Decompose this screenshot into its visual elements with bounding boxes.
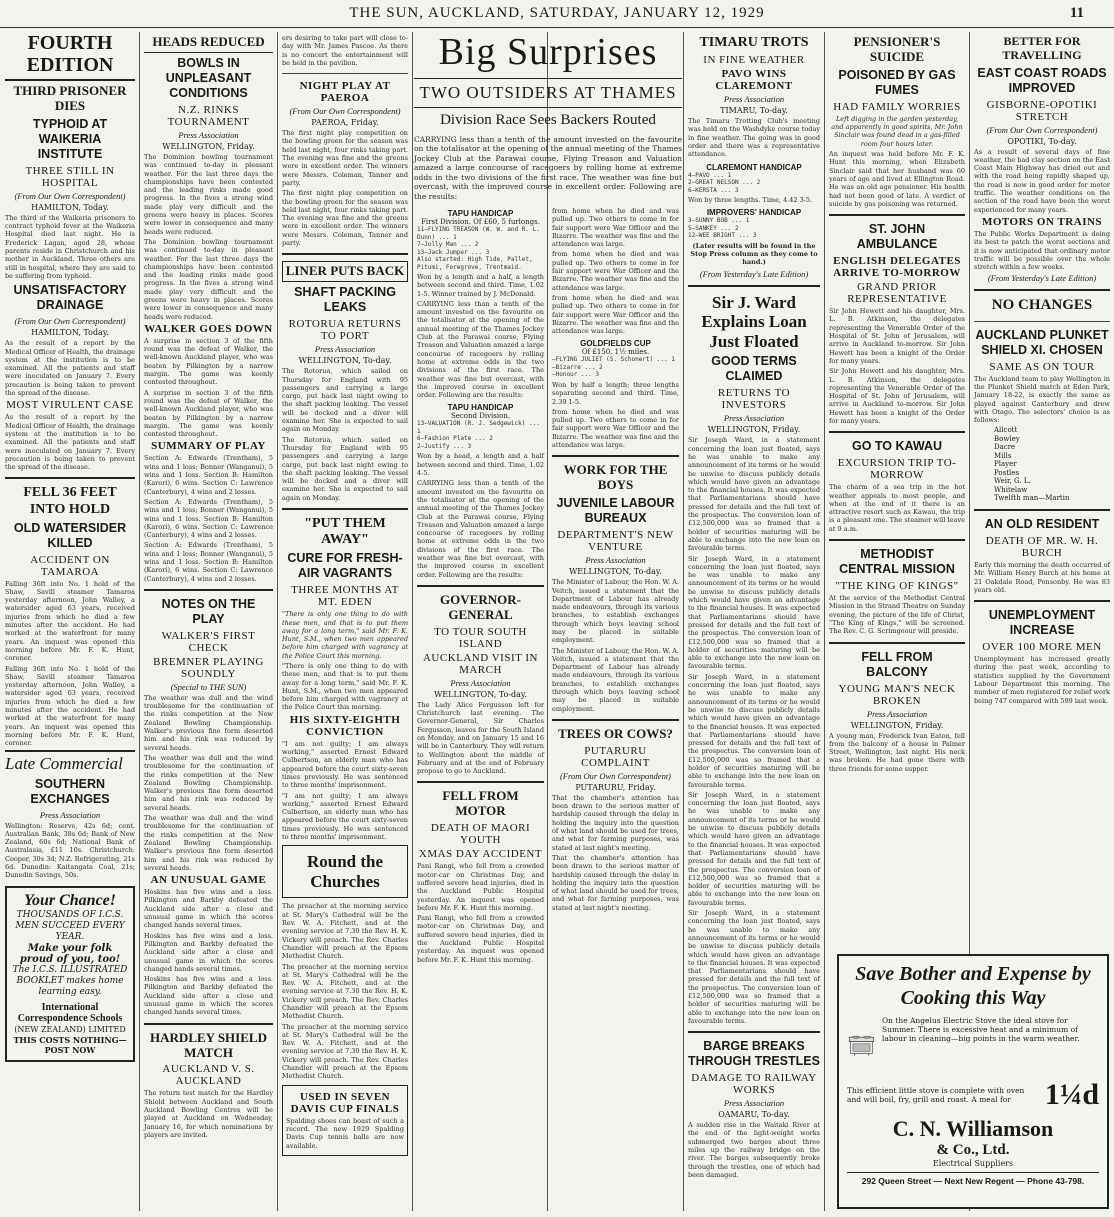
subheadline: DAMAGE TO RAILWAY WORKS [691,1072,817,1097]
article-text: The Minister of Labour, the Hon. W. A. Veitch, issued a statement that the Department of Labour has already made endeavours, through its various branches, to establish exchanges through which boys leaving school may be placed in suitable employment. [552,578,679,645]
subheadline: THREE MONTHS AT MT. EDEN [291,584,399,609]
article-text: The preacher at the morning service at St. Mary's Cathedral will be the Rev. W. A. Fitchett, and at the evening service at 7.30 the Rev. H. K. Vickery will preach. The Rev. Charles Chandler will preach at the Epsom Methodist Church. [282,962,408,1021]
article-text: from home when he died and was pulled up. Two others to come in for fair support were War Officer and the Bizarre. The weather was fine and the attendance was large. [552,207,679,249]
ad-firm-name: C. N. Williamson [892,1116,1054,1141]
subheadline: TO TOUR SOUTH ISLAND [434,625,527,650]
lead-headline: Big Surprises [438,31,658,73]
article-text: Sir John Hewett and his daughter, Mrs. L. B. Atkinson, the delegates representing the Venerable Order of the Hospital of St. John of Jerusalem, will arrive in Auckland to-morrow. Sir John Hewett has been a knight of the Order for many years. [829,307,965,365]
column-rule [277,32,278,1211]
churches-box [282,845,408,898]
credit: Press Association [723,94,785,105]
article-text: A young man, Frederick Ivan Eaton, fell from the balcony of a house in Palmer Street, Wellington, last night. His neck was broken. He had gone there with three friends for some supper. [829,731,965,773]
headline: THIRD PRISONER DIES [13,83,127,113]
masthead-title: THE SUN, AUCKLAND, SATURDAY, JANUARY 12, 1929 [349,5,765,21]
article-text: A surprise in section 3 of the fifth round was the defeat of Walker, the well-known Auckland player, who was beaten by Pilkington by a narrow margin. The game was keenly contested throughout. [144,336,273,387]
stop-press-note: (Later results will be found in the Stop Press column as they come to hand.) [690,241,818,267]
article-text: The weather was dull and the wind troublesome for the continuation of the rinks competition at the New Zealand Bowling Championship. Walker's previous fine form deserted him and his rink was reduced by several heads. [144,814,273,872]
race-result: 2—Justify ... 3 [417,442,472,450]
ad-line: The I.C.S. ILLUSTRATED BOOKLET makes home learning easy. [12,964,128,997]
subheadline: SOUTHERN EXCHANGES [30,776,110,806]
race-result: Also started: High Tide, Pallet, Pitumi, Foregrove, Trentmaid. [417,256,533,271]
subheadline: POISONED BY GAS FUMES [838,67,956,97]
ad-text: Spalding shoes can boast of such a record. The new 1929 Spalding Davis Cup tennis balls are now available. [286,1116,404,1150]
article-text: The third of the Waikeria prisoners to contract typhoid fever at the Waikeria Hospital died last night. He is Frederick Lagan, aged 28, whose parents reside in Christchurch and his mother in Auckland. Three others are still in hospital, where they are said to be suffering from typhoid. [5,213,135,280]
race-result: 6—KERSTA ... 3 [688,186,739,194]
article-text: Won by three lengths. Time, 4.42 3-5. [688,196,813,205]
headline: NO CHANGES [991,297,1093,314]
subheadline: DEPARTMENT'S NEW VENTURE [557,529,674,554]
ad-line: Make your folk proud of you, too! [19,942,121,965]
subheadline: GOOD TERMS CLAIMED [711,354,797,384]
dateline: WELLINGTON, Friday. [707,425,801,435]
article-text: Won by a length and a half, a length between second and third. Time, 1.02 1-5. Winner trained by J. McDonald. [417,273,544,298]
column-4 [414,205,547,1213]
headline: GO TO KAWAU [851,439,943,454]
column-7 [826,32,968,949]
credit: (From Our Own Correspondent) [559,770,672,781]
race-title: TAPU HANDICAP [447,403,514,413]
ad-copy: This efficient little stove is complete with oven and will boil, fry, grill and roast. A meal for [847,1086,1025,1104]
subheadline: SAME AS ON TOUR [989,360,1095,373]
article-text: CARRYING less than a tenth of the amount invested on the favourite on the totalisator at the opening of the annual meeting of the Thames Jockey Club at the Parawai course, Flying Treason and Valuation amazed a large concourse of racegoers by rolling home at extreme odds in the two divisions of the first race. The weather was fine but overcast, with the improved course in excellent order. Following are the results: [417,299,544,400]
headline: TREES OR COWS? [558,725,673,741]
article-text: Falling 36ft into No. 1 hold of the Shaw, Savill steamer Tamaroa yesterday afternoon, John Walley, a watersider aged 63 years, received injuries from which he died a few minutes after the accident. He had worked at the waterfront for many years. An inquest was opened this morning before Mr. F. K. Hunt, coroner. [5,664,135,748]
subheadline: EAST COAST ROADS IMPROVED [977,65,1107,95]
article-text: At the service of the Methodist Central Mission in the Strand Theatre on Sunday evening, the picture of the life of Christ, "The King of Kings," will be screened. The Rev. C. G. Scrimgeour will preside. [829,594,965,636]
headline: ST. JOHN AMBULANCE [856,222,938,252]
article-text: from home when he died and was pulled up. Two others to come in for fair support were War Officer and the Bizarre. The weather was fine and the attendance was large. [552,250,679,292]
subheadline: WALKER'S FIRST CHECK [161,629,256,654]
article-text: Sir Joseph Ward, in a statement concerning the loan just floated, says he was unable to make any announcement of its terms or he would be unwise to discuss publicly details which would have given an advantage to the financial houses. It was expected that Parliamentarians should have pressed for details and the full text of the prospectus. The conversion loan of £12,500,000 was so framed that a holder of securities maturing will be able to exchange into the new loan on favourable terms. [688,436,820,553]
article-text: Unemployment has increased greatly during the past week, according to statistics supplied by the Government Labour Department this morning. The number of men registered for relief work being 747 compared with 599 last week. [974,655,1110,705]
article-text: Won by half a length; three lengths separating second and third. Time, 2.39 1-5. [552,380,679,406]
credit: (From Our Own Correspondent) [986,124,1098,135]
headline: FELL FROM MOTOR [442,788,519,819]
dateline: WELLINGTON, Friday. [850,720,944,730]
subheadline: MOTORS ON TRAINS [981,215,1103,228]
article-text: The weather was dull and the wind troublesome for the continuation of the rinks competition at the New Zealand Bowling Championship. Walker's previous fine form deserted him and his rink was reduced by several heads. [144,693,273,752]
ad-firm-suffix: & Co., Ltd. [936,1142,1010,1158]
subheadline: THREE STILL IN HOSPITAL [25,164,115,189]
team-player: Mills [994,451,1012,460]
subheadline: ACCIDENT ON TAMAROA [30,553,110,578]
article-text: As a result of several days of fine weather, the bad clay section on the East Coast Main Highway has dried out and with the road being rapidly shaped up, the road is now in good order for motor traffic. The weather conditions on the section of the road have been the worst experienced for many years. [974,147,1110,214]
dateline: PUTARURU, Friday. [575,782,656,792]
headline: BARGE BREAKS THROUGH TRESTLES [688,1039,820,1069]
article-text: ers desiring to take part will close to-day with Mr. James Pascoe. As there is no concert the entertainment will be held in the pavilion. [282,34,408,67]
ad-price: 1¼d [1044,1078,1099,1111]
credit: (From Our Own Correspondent) [14,190,126,201]
race-subtitle: First Division. Of £60, 5 furlongs. [421,218,540,226]
ad-school-address: (NEW ZEALAND) LIMITED [14,1024,126,1034]
masthead [0,0,1114,28]
article-text: The preacher at the morning service at St. Mary's Cathedral will be the Rev. W. A. Fitchett, and at the evening service at 7.30 the Rev. H. K. Vickery will preach. The Rev. Charles Chandler will preach at the Epsom Methodist Church. [282,902,408,961]
team-player: Postles [994,468,1020,477]
race-result: 4—PAVO ... 1 [688,171,732,179]
race-title: IMPROVERS' HANDICAP [706,208,802,218]
subheadline: HAD FAMILY WORRIES [833,100,961,113]
column-6 [685,32,823,1213]
headline: GOVERNOR-GENERAL [440,591,521,622]
article-text: Sir Joseph Ward, in a statement concerning the loan just floated, says he was unable to make any announcement of its terms or he would be unwise to discuss publicly details which would have given an advantage to the financial houses. It was expected that Parliamentarians should have pressed for details and the full text of the prospectus. The conversion loan of £12,500,000 was so framed that a holder of securities maturing will be able to exchange into the new loan on favourable terms. [688,554,820,671]
article-text: The Dominion bowling tournament was continued to-day in pleasant weather. For the last three days the championships have been contested and the leading rinks made good progress. In the fives a strong wind made play very difficult and the greens were heavy in places. Scores were lower in consequence and many heads were reduced. [144,237,273,321]
davis-cup-ad [282,1085,408,1156]
race-result: 12—WEE BRIGHT ... 3 [688,232,757,240]
headline: LINER PUTS BACK [282,261,408,282]
race-result: —Bizarre ... 2 [552,363,603,371]
article-text: Section A: Edwards (Trentham), 5 wins and 1 loss; Bonner (Wanganui), 5 wins and 1 loss. Section B: Hamilton (Karori), 6 wins. Section C: Lawrence (Canterbury), 4 wins and 2 losses. [144,454,273,496]
late-edition-note: (From Yesterday's Late Edition) [987,273,1097,284]
article-text: That the chamber's attention has been drawn to the serious matter of hardship caused through the delay in holding the inquiry into the question of what land should be used for trees, and what for farming purposes, was stated at last night's meeting. [552,793,679,852]
credit: Press Association [723,413,785,424]
article-lede: Left digging in the garden yesterday, and apparently in good spirits, Mr. John Sinclair was found dead in a gas-filled room four hours later. [831,114,963,148]
late-edition-note: (From Yesterday's Late Edition) [699,268,809,279]
team-player: Weir, G. L. [994,477,1031,486]
headline: Round the Churches [306,852,384,891]
credit: Press Association [178,129,239,140]
headline: "PUT THEM AWAY" [304,516,386,548]
headline: NIGHT PLAY AT PAEROA [299,80,391,105]
ad-address: 292 Queen Street — Next New Regent — Phone 43-798. [847,1172,1099,1186]
headline: PENSIONER'S SUICIDE [853,34,941,64]
article-text: The Minister of Labour, the Hon. W. A. Veitch, issued a statement that the Department of Labour has already made endeavours, through its various branches, to establish exchanges through which boys leaving school may be placed in suitable employment. [552,646,679,713]
headline: AN OLD RESIDENT [984,516,1100,531]
article-text: Sir Joseph Ward, in a statement concerning the loan just floated, says he was unable to make any announcement of its terms or he would be unwise to discuss publicly details which would have given an advantage to the financial houses. It was expected that Parliamentarians should have pressed for details and the full text of the prospectus. The conversion loan of £12,500,000 was so framed that a holder of securities maturing will be able to exchange into the new loan on favourable terms. [688,790,820,907]
section-label: Late Commercial [5,750,135,774]
race-result: 2—GREAT NELSON ... 2 [688,179,761,187]
subheadline: GRAND PRIOR REPRESENTATIVE [847,281,947,306]
credit: Press Association [314,344,376,355]
headline: UNEMPLOYMENT INCREASE [988,608,1096,638]
credit: (Special to THE SUN) [170,681,247,692]
dateline: WELLINGTON, To-day. [569,567,662,577]
article-text: Hoskins has five wins and a loss. Pilkington and Barkby defeated the Auckland side after a close and unusual game in which the scores changed hands several times. [144,975,273,1017]
column-8 [971,32,1113,949]
headline: NOTES ON THE PLAY [161,596,256,626]
subheadline: DEATH OF MR. W. H. BURCH [985,534,1099,559]
headline: BETTER FOR TRAVELLING [1002,34,1082,62]
article-text: Early this morning the death occurred of Mr. William Henry Burch at his home at 21 Oakdale Road, Ponsonby. He was 83 years old. [974,560,1110,594]
subheadline: XMAS DAY ACCIDENT [418,848,543,861]
race-subtitle: Second Division. [450,412,511,421]
article-text: "I am not guilty; I am always working," asserted Ernest Edward Culbertson, an elderly man who has appeared before the court sixty-seven times previously. He was sentenced to three months' imprisonment. [282,791,408,842]
column-2 [141,32,276,1213]
subheadline: N.Z. RINKS TOURNAMENT [167,103,250,128]
race-result: 5—SANKEY ... 2 [688,224,739,232]
column-rule [412,32,413,1211]
column-rule [139,32,140,1211]
headline: WORK FOR THE BOYS [563,462,668,493]
subheadline: WALKER GOES DOWN [144,322,273,335]
subheadline: CURE FOR FRESH-AIR VAGRANTS [287,551,403,581]
dateline: OAMARU, To-day. [718,1110,790,1120]
article-text: As the result of a report by the Medical Officer of Health, the drainage system at the institution is to be examined. All the patients and staff were inoculated on January 7. Every precaution is being taken to prevent the spread of the disease. [5,413,135,472]
subheadline: "THE KING OF KINGS" [835,580,959,593]
article-text: "There is only one thing to do with these men, and that is to put them away for a long term," said Mr. F. K. Hunt, S.M., when two men appeared before him charged with vagrancy at the Police Court this morning. [282,610,408,660]
race-title: GOLDFIELDS CUP [580,339,651,349]
subheadline: EXCURSION TRIP TO-MORROW [837,457,957,482]
article-text: "I am not guilty; I am always working," asserted Ernest Edward Culbertson, an elderly man who has appeared before the court sixty-seven times previously. He was sentenced to three months' imprisonment. [282,739,408,790]
credit: Press Association [866,708,928,719]
team-list [974,426,1110,503]
article-text: The return test match for the Hardley Shield between Auckland and South Auckland Bowling Centres will be played at Auckland on Wednesday, January 16, for which nominations by players are invited. [144,1089,273,1139]
subheadline: ROTORUA RETURNS TO PORT [288,318,402,343]
subheadline: PUTARURU COMPLAINT [581,744,650,769]
subheadline: UNSATISFACTORY DRAINAGE [13,283,127,313]
subheadline: DEATH OF MAORI YOUTH [430,822,531,847]
subheadline: AUCKLAND V. S. AUCKLAND [162,1063,255,1088]
credit: (From Our Own Correspondent) [14,316,126,327]
credit: Press Association [585,555,646,566]
team-player: Whitelaw [994,485,1028,494]
headline: FELL 36 FEET INTO HOLD [23,485,117,517]
subheadline: RETURNS TO INVESTORS [717,387,791,412]
ad-title: Your Chance! [23,891,117,909]
dateline: OPOTIKI, To-day. [1007,136,1077,146]
column-1 [2,32,138,1213]
race-result: 3—SUNNY BOB ... 1 [688,217,750,225]
subheadline: AUCKLAND VISIT IN MARCH [422,651,539,676]
subheadline: TYPHOID AT WAIKERIA INSTITUTE [32,116,108,161]
subheadline: OVER 100 MORE MEN [982,641,1102,654]
dateline: WELLINGTON, To-day. [434,689,527,699]
article-text: Pani Rangi, who fell from a crowded motor-car on Christmas Day, and suffered severe head injuries, died in the Auckland Public Hospital yesterday. An inquest was opened before Mr. F. K. Hunt this morning. [417,914,544,964]
headline: METHODIST CENTRAL MISSION [839,547,955,577]
headline: HEADS REDUCED [144,35,273,53]
subheadline: ENGLISH DELEGATES ARRIVE TO-MORROW [833,255,961,280]
credit: (From Our Own Correspondent) [289,106,401,117]
edition-label: FOURTH EDITION [5,32,135,81]
article-text: from home when he died and was pulled up. Two others to come in for fair support were War Officer and the Bizarre. The weather was fine and the attendance was large. [552,407,679,450]
page-number: 11 [1069,5,1084,21]
article-text: Pani Rangi, who fell from a crowded motor-car on Christmas Day, and suffered severe head injuries, died in the Auckland Public Hospital yesterday. An inquest was opened before Mr. F. K. Hunt this morning. [417,862,544,912]
article-text: Won by a head, a length and a half between second and third. Time, 1.02 4-5. [417,452,544,478]
article-text: Wellington: Reserve, 42s 6d; cent. Australian Bank, 38s 6d; Bank of New Zealand, 60s 6d; National Bank of Australasia, £11 10s. Christchurch: Cooper, 30s 3d; N.Z. Refrigerating, 21s 6d. Dunedin: Kaitangata Coal, 21s; Dunedin Savings, 50s. [5,821,135,880]
article-text: The preacher at the morning service at St. Mary's Cathedral will be the Rev. W. A. Fitchett, and at the evening service at 7.30 the Rev. H. K. Vickery will preach. The Rev. Charles Chandler will preach at the Epsom Methodist Church. [282,1022,408,1081]
column-3 [279,32,411,1213]
dateline: WELLINGTON, To-day. [298,356,392,366]
race-result: 11—FLYING TREASON (W. W. and R. L. Dunn) ... 1 [417,226,540,241]
article-text: Section A: Edwards (Trentham), 5 wins and 1 loss; Bonner (Wanganui), 5 wins and 1 loss. Section B: Hamilton (Karori), 6 wins. Section C: Lawrence (Canterbury), 4 wins and 2 losses. [144,541,273,583]
article-text: Section A: Edwards (Trentham), 5 wins and 1 loss; Bonner (Wanganui), 5 wins and 1 loss. Section B: Hamilton (Karori), 6 wins. Section C: Lawrence (Canterbury), 4 wins and 2 losses. [144,497,273,540]
team-player: Player [994,460,1017,469]
ad-coupon-label[interactable]: THIS COSTS NOTHING—POST NOW [13,1034,127,1055]
article-text: A surprise in section 3 of the fifth round was the defeat of Walker, the well-known Auckland player, who was beaten by Pilkington by a narrow margin. The game was keenly contested throughout. [144,388,273,439]
subheadline: MOST VIRULENT CASE [6,399,134,412]
article-text: The first night play competition on the bowling green for the season was held last night, four rinks taking part. The evening was fine and the greens were in excellent order. The winners were Messrs. Coleman, Tanner and party. [282,129,408,187]
headline: HARDLEY SHIELD MATCH [150,1029,267,1060]
race-result: 13—VALUATION (R. J. Sedgewick) ... 1 [417,420,540,435]
race-title: CLAREMONT HANDICAP [706,162,802,172]
column-rule [547,32,548,1211]
article-text: As the result of a report by the Medical Officer of Health, the drainage system at the institution is to be examined. All the patients and staff were inoculated on January 7. Every precaution is being taken to prevent the spread of the disease. [5,339,135,398]
credit: Press Association [450,677,511,688]
team-player: Allcott [994,426,1018,435]
subheadline: BREMNER PLAYING SOUNDLY [153,655,264,680]
subheadline: OLD WATERSIDER KILLED [13,520,127,550]
lead-deck: Division Race Sees Backers Routed [414,107,682,129]
race-result: 6—Fashion Plate ... 2 [417,435,493,443]
race-subtitle: Of £150. 1½ miles. [581,348,650,357]
subheadline: IN FINE WEATHER [703,54,805,67]
article-text: The first night play competition on the bowling green for the season was held last night, four rinks taking part. The evening was fine and the greens were in excellent order. The winners were Messrs. Coleman, Tanner and party. [282,189,408,248]
credit: Press Association [39,809,101,820]
ad-firm-tagline: Electrical Suppliers [932,1159,1014,1168]
article-text: Falling 36ft into No. 1 hold of the Shaw, Savill steamer Tamaroa yesterday afternoon, John Walley, a watersider aged 63 years, received injuries from which he died a few minutes after the accident. He had worked at the waterfront for many years. An inquest was opened this morning before Mr. F. K. Hunt, coroner. [5,579,135,663]
subheadline: YOUNG MAN'S NECK BROKEN [838,682,956,707]
article-text: The Dominion bowling tournament was continued to-day in pleasant weather. For the last three days the championships have been contested and the leading rinks made good progress. In the fives a strong wind made play very difficult and the greens were heavy in places. Scores were lower in consequence and many heads were reduced. [144,152,273,236]
subheadline: JUVENILE LABOUR BUREAUX [556,496,675,526]
article-text: Sir Joseph Ward, in a statement concerning the loan just floated, says he was unable to make any announcement of its terms or he would be unwise to discuss publicly details which would have given an advantage to the financial houses. It was expected that Parliamentarians should have pressed for details and the full text of the prospectus. The conversion loan of £12,500,000 was so framed that a holder of securities maturing will be able to exchange into the new loan on favourable terms. [688,672,820,789]
article-text: A sudden rise in the Waitaki River at the end of the light-weight works submerged two barges about three miles up the railway bridge on the river. The barges subsequently broke through the trestles, one of which had been damaged. [688,1121,820,1179]
headline: Sir J. Ward Explains Loan Just Floated [701,292,807,351]
dateline: HAMILTON, Today. [31,328,109,338]
headline: FELL FROM BALCONY [861,649,933,679]
ad-copy: On the Angelus Electric Stove the ideal stove for Summer. There is excessive heat and a minimum of labour in cleaning—big points in the warm weather. [881,1016,1080,1043]
race-result: —Honour ... 3 [552,371,599,379]
article-text: CARRYING less than a tenth of the amount invested on the favourite on the totalisator at the opening of the annual meeting of the Thames Jockey Club at the Parawai course, Flying Treason and Valuation amazed a large concourse of racegoers by rolling home at extreme odds in the two divisions of the first race. The weather was fine but overcast, with the improved course in excellent order. Following are the results: [417,479,544,579]
article-text: Sir Joseph Ward, in a statement concerning the loan just floated, says he was unable to make any announcement of its terms or he would be unwise to discuss publicly details which would have given an advantage to the financial houses. It was expected that Parliamentarians should have pressed for details and the full text of the prospectus. The conversion loan of £12,500,000 was so framed that a holder of securities maturing will be able to exchange into the new loan on favourable terms. [688,909,820,1025]
subheadline: AN UNUSUAL GAME [150,874,267,887]
article-text: That the chamber's attention has been drawn to the serious matter of hardship caused through the delay in holding the inquiry into the question of what land should be used for trees, and what for farming purposes, was stated at last night's meeting. [552,853,679,912]
subheadline: PAVO WINS CLAREMONT [715,68,793,93]
ad-headline: USED IN SEVEN DAVIS CUP FINALS [290,1090,400,1115]
electric-stove-illustration [847,1016,876,1074]
dateline: PAEROA, Friday. [311,118,379,128]
race-result: 13—Jack Jumper ... 3 [417,248,490,256]
ad-school-name: International Correspondence Schools [17,1001,123,1024]
ad-headline: Save Bother and Expense by Cooking this Way [855,963,1091,1009]
ics-advertisement[interactable] [5,886,135,1062]
team-player: Bowley [994,434,1020,443]
article-text: Hoskins has five wins and a loss. Pilkington and Barkby defeated the Auckland side after a close and unusual game in which the scores changed hands several times. [144,888,273,930]
subheadline: HIS SIXTY-EIGHTH CONVICTION [289,713,401,738]
headline: AUCKLAND PLUNKET SHIELD XI. CHOSEN [975,327,1109,357]
headline: TIMARU TROTS [699,35,809,50]
subheadline: SHAFT PACKING LEAKS [294,285,396,315]
ad-line: THOUSANDS OF I.C.S. MEN SUCCEED EVERY YEAR. [15,909,125,942]
article-text: The Timaru Trotting Club's meeting was held on the Washdyke course today in fine weather. The going was in good order and there was a representative attendance. [688,117,820,159]
lead-story-header [414,32,682,203]
race-title: TAPU HANDICAP [447,209,514,218]
dateline: HAMILTON, Today. [31,202,109,212]
column-rule [683,32,684,1211]
article-text: The Auckland team to play Wellington in the Plunket Shield match at Eden Park, January 18-22, is exactly the same as played against Canterbury and drew with Otago. The selectors' choice is as follows: [974,374,1110,425]
column-5 [549,205,682,1213]
article-text: from home when he died and was pulled up. Two others to come in for fair support were War Officer and the Bizarre. The weather was fine and the attendance was large. [552,293,679,336]
subheadline: BOWLS IN UNPLEASANT CONDITIONS [165,55,252,100]
article-text: The weather was dull and the wind troublesome for the continuation of the rinks competition at the New Zealand Bowling Championship. Walker's previous fine form deserted him and his rink was reduced by several heads. [144,753,273,812]
article-text: The Rotorua, which sailed on Thursday for England with 95 passengers and carrying a large cargo, put back last night owing to the shaft packing leaking. The vessel will be docked and a diver will examine her. She is expected to sail again on Monday. [282,435,408,502]
article-text: Sir John Hewett and his daughter, Mrs. L. B. Atkinson, the delegates representing the Venerable Order of the Hospital of St. John of Jerusalem, will arrive in Auckland to-morrow. Sir John Hewett has been a knight of the Order for many years. [829,367,965,425]
team-player: Dacre [994,443,1016,452]
lead-text: CARRYING less than a tenth of the amount invested on the favourite on the totalisator at the opening of the annual meeting of the Thames Jockey Club at the Parawai course, Flying Treason and Valuation amazed a large concourse of racegoers by rolling home at extreme odds in the two divisions of the first race. The weather was fine but overcast, with the improved course in excellent order. Following are the results: [414,134,682,201]
dateline: TIMARU, To-day. [720,106,788,116]
lead-deck: TWO OUTSIDERS AT THAMES [414,78,682,103]
subheadline: GISBORNE-OPOTIKI STRETCH [986,98,1098,123]
credit: Press Association [723,1098,785,1109]
article-text: The charm of a sea trip in the hot weather appeals to most people, and when at the end of it there is an attractive resort such as Kawau, the trip is a pleasant one. The steamer will leave at 9 a.m. [829,483,965,533]
dateline: WELLINGTON, Friday. [162,141,255,151]
williamson-advertisement[interactable] [837,954,1109,1209]
column-rule [824,32,825,1211]
subheadline: SUMMARY OF PLAY [151,440,266,453]
article-text: The Lady Alice Fergusson left for Christchurch last evening. The Governor-General, Sir Charles Fergusson, leaves for the South Island on Monday, and on January 15 and 16 will be in Canterbury. They will return to Wellington about the middle of February and at the end of February propose to go to Auckland. [417,700,544,776]
race-result: —FLYING JULIET (S. Schonert) ... 1 [552,356,675,364]
article-text: Hoskins has five wins and a loss. Pilkington and Barkby defeated the Auckland side after a close and unusual game in which the scores changed hands several times. [144,931,273,973]
team-player: Twelfth man—Martin [994,494,1070,503]
race-result: 7—Jolly Man ... 2 [417,241,479,248]
article-text: The Public Works Department is doing its best to patch the worst sections and it is now anticipated that ordinary motor traffic will be possible over the whole stretch within a few weeks. [974,229,1110,272]
article-text: "There is only one thing to do with these men, and that is to put them away for a long term," said Mr. F. K. Hunt, S.M., when two men appeared before him charged with vagrancy at the Police Court this morning. [282,662,408,712]
article-text: The Rotorua, which sailed on Thursday for England with 95 passengers and carrying a large cargo, put back last night owing to the shaft packing leaking. The vessel will be docked and a diver will examine her. She is expected to sail again on Monday. [282,367,408,434]
article-text: An inquest was held before Mr. F. K. Hunt this morning, when Elizabeth Sinclair said that her husband was 60 years of age and lived at Ellington Road. He was an old age pensioner. His health had not been good of late. A verdict of suicide by gas poisoning was returned. [829,150,965,208]
